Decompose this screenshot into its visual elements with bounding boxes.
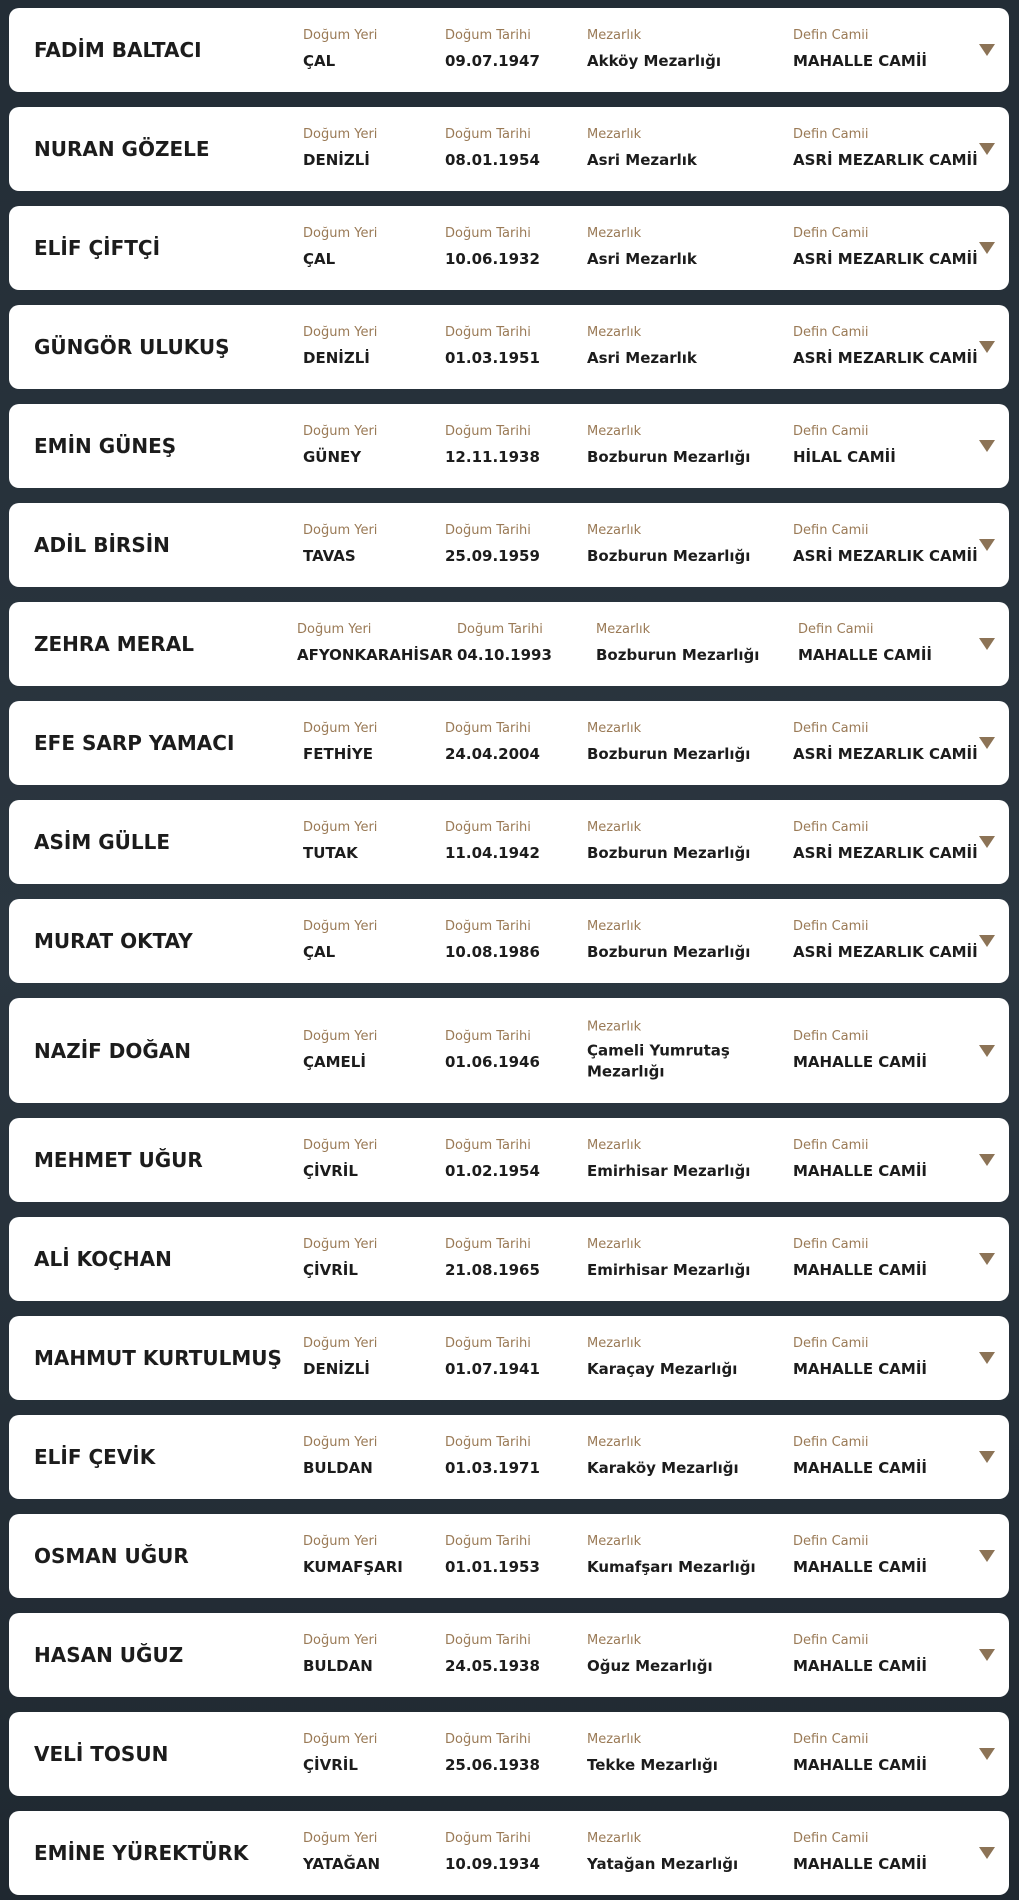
birthplace-value: TAVAS: [303, 547, 356, 565]
funeral-mosque-field: [793, 1633, 927, 1677]
birthplace-label: Doğum Yeri: [303, 721, 378, 736]
cemetery-field: [587, 1633, 713, 1677]
cemetery-field: [587, 820, 750, 864]
birthplace-label: Doğum Yeri: [303, 1028, 378, 1044]
funeral-mosque-label: Defin Camii: [793, 820, 869, 835]
birthdate-field: [445, 1138, 540, 1182]
chevron-down-icon[interactable]: [979, 44, 995, 57]
birthplace-field: [303, 1029, 377, 1073]
birthdate-value: 08.01.1954: [445, 151, 540, 169]
birthplace-value: ÇİVRİL: [303, 1162, 358, 1180]
birthplace-label: Doğum Yeri: [297, 622, 372, 637]
birthdate-label: Doğum Tarihi: [445, 1138, 531, 1153]
funeral-mosque-label: Defin Camii: [793, 1633, 869, 1648]
cemetery-field: [587, 1534, 756, 1578]
birthdate-field: [445, 424, 540, 468]
funeral-mosque-field: [793, 127, 978, 171]
cemetery-label: Mezarlık: [596, 622, 651, 637]
birthdate-field: [445, 325, 540, 369]
birthdate-value: 24.05.1938: [445, 1657, 540, 1675]
chevron-down-icon[interactable]: [979, 1451, 995, 1464]
funeral-card[interactable]: [9, 305, 1009, 389]
birthplace-field: [303, 1633, 377, 1677]
funeral-mosque-value: HİLAL CAMİİ: [793, 448, 896, 466]
cemetery-field: [587, 1435, 739, 1479]
birthplace-value: AFYONKARAHİSAR: [297, 646, 453, 664]
birthplace-label: Doğum Yeri: [303, 919, 378, 934]
funeral-mosque-label: Defin Camii: [793, 1732, 869, 1747]
birthplace-field: [303, 1237, 377, 1281]
funeral-card[interactable]: [9, 404, 1009, 488]
cemetery-label: Mezarlık: [587, 28, 642, 43]
birthdate-label: Doğum Tarihi: [445, 424, 531, 439]
funeral-mosque-field: [793, 1336, 927, 1380]
funeral-card[interactable]: [9, 800, 1009, 884]
birthdate-value: 11.04.1942: [445, 844, 540, 862]
funeral-mosque-value: ASRİ MEZARLIK CAMİİ: [793, 349, 978, 367]
birthplace-field: [303, 1435, 377, 1479]
birthdate-label: Doğum Tarihi: [445, 226, 531, 241]
birthdate-label: Doğum Tarihi: [445, 919, 531, 934]
cemetery-label: Mezarlık: [587, 1732, 642, 1747]
birthdate-field: [445, 226, 540, 270]
birthdate-field: [445, 1534, 540, 1578]
cemetery-label: Mezarlık: [587, 424, 642, 439]
birthplace-label: Doğum Yeri: [303, 1237, 378, 1252]
funeral-card[interactable]: [9, 1514, 1009, 1598]
funeral-card[interactable]: [9, 8, 1009, 92]
funeral-mosque-value: MAHALLE CAMİİ: [793, 1360, 927, 1378]
funeral-mosque-label: Defin Camii: [793, 424, 869, 439]
birthdate-label: Doğum Tarihi: [445, 820, 531, 835]
cemetery-value: Bozburun Mezarlığı: [587, 547, 751, 565]
cemetery-field: [587, 424, 750, 468]
cemetery-label: Mezarlık: [587, 919, 642, 934]
deceased-name: ZEHRA MERAL: [34, 632, 194, 656]
cemetery-field: [587, 226, 697, 270]
funeral-mosque-value: MAHALLE CAMİİ: [793, 1558, 927, 1576]
birthplace-field: [303, 424, 377, 468]
funeral-mosque-field: [793, 1237, 927, 1281]
birthplace-value: DENİZLİ: [303, 349, 370, 367]
birthdate-value: 01.01.1953: [445, 1558, 540, 1576]
chevron-down-icon[interactable]: [979, 440, 995, 453]
cemetery-value: Akköy Mezarlığı: [587, 52, 721, 70]
chevron-down-icon[interactable]: [979, 935, 995, 948]
funeral-card[interactable]: [9, 1415, 1009, 1499]
birthdate-field: [445, 1732, 540, 1776]
birthplace-field: [303, 226, 377, 270]
birthplace-field: [303, 1732, 377, 1776]
cemetery-value: Yatağan Mezarlığı: [587, 1855, 739, 1873]
deceased-name: ELİF ÇEVİK: [34, 1445, 156, 1469]
birthplace-field: [303, 523, 377, 567]
funeral-mosque-value: MAHALLE CAMİİ: [793, 1756, 927, 1774]
birthplace-value: ÇAL: [303, 250, 336, 268]
funeral-mosque-field: [793, 820, 978, 864]
cemetery-field: [587, 127, 697, 171]
birthdate-field: [445, 919, 540, 963]
deceased-name: MEHMET UĞUR: [34, 1148, 203, 1172]
cemetery-field: [587, 1336, 737, 1380]
birthdate-value: 10.08.1986: [445, 943, 540, 961]
funeral-mosque-label: Defin Camii: [793, 1237, 869, 1252]
funeral-mosque-value: ASRİ MEZARLIK CAMİİ: [793, 844, 978, 862]
deceased-name: EFE SARP YAMACI: [34, 731, 235, 755]
birthplace-value: ÇİVRİL: [303, 1261, 358, 1279]
deceased-name: MURAT OKTAY: [34, 929, 193, 953]
birthdate-label: Doğum Tarihi: [445, 1633, 531, 1648]
birthplace-field: [297, 622, 453, 666]
birthplace-label: Doğum Yeri: [303, 226, 378, 241]
funeral-mosque-value: ASRİ MEZARLIK CAMİİ: [793, 547, 978, 565]
chevron-down-icon[interactable]: [979, 1649, 995, 1662]
birthdate-value: 21.08.1965: [445, 1261, 540, 1279]
deceased-name: MAHMUT KURTULMUŞ: [34, 1346, 282, 1370]
birthdate-value: 10.06.1932: [445, 250, 540, 268]
funeral-card[interactable]: [9, 701, 1009, 785]
deceased-name: VELİ TOSUN: [34, 1742, 169, 1766]
cemetery-label: Mezarlık: [587, 721, 642, 736]
chevron-down-icon[interactable]: [979, 1045, 995, 1058]
birthdate-label: Doğum Tarihi: [445, 1435, 531, 1450]
birthdate-field: [457, 622, 552, 666]
funeral-card[interactable]: [9, 107, 1009, 191]
birthdate-field: [445, 28, 540, 72]
cemetery-value: Karaköy Mezarlığı: [587, 1459, 739, 1477]
birthdate-field: [445, 1029, 540, 1073]
birthdate-label: Doğum Tarihi: [445, 523, 531, 538]
chevron-down-icon[interactable]: [979, 836, 995, 849]
cemetery-value: Asri Mezarlık: [587, 151, 697, 169]
birthplace-value: TUTAK: [303, 844, 358, 862]
birthdate-label: Doğum Tarihi: [445, 1831, 531, 1846]
chevron-down-icon[interactable]: [979, 1847, 995, 1860]
funeral-mosque-label: Defin Camii: [793, 127, 869, 142]
cemetery-field: [587, 1138, 750, 1182]
birthplace-label: Doğum Yeri: [303, 523, 378, 538]
cemetery-value: Bozburun Mezarlığı: [587, 844, 751, 862]
deceased-name: ASİM GÜLLE: [34, 830, 170, 854]
birthdate-value: 25.09.1959: [445, 547, 540, 565]
cemetery-label: Mezarlık: [587, 820, 642, 835]
funeral-mosque-field: [793, 1138, 927, 1182]
cemetery-label: Mezarlık: [587, 1019, 642, 1034]
funeral-mosque-label: Defin Camii: [793, 523, 869, 538]
cemetery-label: Mezarlık: [587, 1435, 642, 1450]
funeral-mosque-value: ASRİ MEZARLIK CAMİİ: [793, 250, 978, 268]
funeral-mosque-value: MAHALLE CAMİİ: [793, 52, 927, 70]
cemetery-field: [587, 1831, 738, 1875]
funeral-mosque-field: [793, 1029, 927, 1073]
birthplace-label: Doğum Yeri: [303, 1435, 378, 1450]
cemetery-label: Mezarlık: [587, 1336, 642, 1351]
birthdate-value: 24.04.2004: [445, 745, 540, 763]
funeral-card[interactable]: [9, 206, 1009, 290]
cemetery-field: [587, 1019, 737, 1082]
birthplace-field: [303, 721, 377, 765]
birthplace-label: Doğum Yeri: [303, 325, 378, 340]
birthplace-label: Doğum Yeri: [303, 28, 378, 43]
chevron-down-icon[interactable]: [979, 1550, 995, 1563]
funeral-mosque-label: Defin Camii: [793, 325, 869, 340]
funeral-mosque-field: [793, 1831, 927, 1875]
birthplace-value: KUMAFŞARI: [303, 1558, 403, 1576]
birthdate-field: [445, 820, 540, 864]
cemetery-label: Mezarlık: [587, 226, 642, 241]
cemetery-label: Mezarlık: [587, 1831, 642, 1846]
cemetery-label: Mezarlık: [587, 1237, 642, 1252]
funeral-card[interactable]: [9, 998, 1009, 1103]
funeral-mosque-value: MAHALLE CAMİİ: [793, 1855, 927, 1873]
birthdate-label: Doğum Tarihi: [445, 1732, 531, 1747]
birthplace-label: Doğum Yeri: [303, 127, 378, 142]
funeral-mosque-value: MAHALLE CAMİİ: [793, 1162, 927, 1180]
deceased-name: ALİ KOÇHAN: [34, 1247, 172, 1271]
funeral-mosque-value: MAHALLE CAMİİ: [793, 1052, 927, 1071]
funeral-mosque-label: Defin Camii: [793, 1336, 869, 1351]
cemetery-field: [587, 325, 697, 369]
funeral-mosque-field: [793, 523, 978, 567]
funeral-card[interactable]: [9, 1316, 1009, 1400]
cemetery-value: Bozburun Mezarlığı: [587, 943, 751, 961]
deceased-name: EMİN GÜNEŞ: [34, 434, 177, 458]
birthplace-label: Doğum Yeri: [303, 1831, 378, 1846]
cemetery-value: Asri Mezarlık: [587, 349, 697, 367]
birthdate-label: Doğum Tarihi: [445, 1534, 531, 1549]
funeral-card[interactable]: [9, 1712, 1009, 1796]
birthdate-value: 01.02.1954: [445, 1162, 540, 1180]
cemetery-field: [587, 721, 750, 765]
birthplace-field: [303, 919, 377, 963]
funeral-mosque-field: [793, 424, 896, 468]
chevron-down-icon[interactable]: [979, 737, 995, 750]
birthdate-label: Doğum Tarihi: [445, 1028, 531, 1044]
birthplace-label: Doğum Yeri: [303, 1633, 378, 1648]
cemetery-value: Bozburun Mezarlığı: [596, 646, 760, 664]
cemetery-value: Bozburun Mezarlığı: [587, 745, 751, 763]
birthplace-value: YATAĞAN: [303, 1855, 381, 1873]
funeral-card[interactable]: [9, 1118, 1009, 1202]
cemetery-field: [587, 1732, 718, 1776]
funeral-card[interactable]: [9, 1811, 1009, 1895]
cemetery-value: Kumafşarı Mezarlığı: [587, 1558, 756, 1576]
funeral-mosque-value: MAHALLE CAMİİ: [793, 1657, 927, 1675]
funeral-mosque-field: [793, 1732, 927, 1776]
cemetery-value: Tekke Mezarlığı: [587, 1756, 718, 1774]
birthplace-field: [303, 1831, 380, 1875]
funeral-mosque-label: Defin Camii: [793, 1028, 869, 1044]
birthdate-field: [445, 523, 540, 567]
birthplace-value: ÇAL: [303, 52, 336, 70]
chevron-down-icon[interactable]: [979, 1748, 995, 1761]
birthdate-value: 01.03.1971: [445, 1459, 540, 1477]
deceased-name: NAZİF DOĞAN: [34, 1038, 192, 1063]
funeral-mosque-field: [793, 1534, 927, 1578]
birthdate-field: [445, 1237, 540, 1281]
birthplace-field: [303, 1534, 403, 1578]
cemetery-field: [587, 919, 750, 963]
cemetery-value: Emirhisar Mezarlığı: [587, 1261, 751, 1279]
birthdate-value: 01.06.1946: [445, 1052, 540, 1071]
chevron-down-icon[interactable]: [979, 143, 995, 156]
birthplace-value: BULDAN: [303, 1459, 373, 1477]
deceased-name: HASAN UĞUZ: [34, 1643, 184, 1667]
birthplace-value: GÜNEY: [303, 448, 362, 466]
birthdate-label: Doğum Tarihi: [445, 1336, 531, 1351]
birthplace-value: ÇAL: [303, 943, 336, 961]
birthplace-label: Doğum Yeri: [303, 1534, 378, 1549]
cemetery-value: Emirhisar Mezarlığı: [587, 1162, 751, 1180]
funeral-mosque-field: [798, 622, 932, 666]
cemetery-label: Mezarlık: [587, 127, 642, 142]
funeral-mosque-field: [793, 721, 978, 765]
cemetery-field: [587, 523, 750, 567]
deceased-name: OSMAN UĞUR: [34, 1544, 189, 1568]
birthplace-label: Doğum Yeri: [303, 1732, 378, 1747]
cemetery-value: Karaçay Mezarlığı: [587, 1360, 738, 1378]
funeral-mosque-field: [793, 28, 927, 72]
birthplace-field: [303, 820, 377, 864]
birthdate-field: [445, 1336, 540, 1380]
chevron-down-icon[interactable]: [979, 1154, 995, 1167]
birthplace-value: ÇİVRİL: [303, 1756, 358, 1774]
funeral-card[interactable]: [9, 899, 1009, 983]
chevron-down-icon[interactable]: [979, 1352, 995, 1365]
cemetery-value: Bozburun Mezarlığı: [587, 448, 751, 466]
birthdate-label: Doğum Tarihi: [445, 325, 531, 340]
birthdate-value: 01.03.1951: [445, 349, 540, 367]
birthdate-value: 10.09.1934: [445, 1855, 540, 1873]
chevron-down-icon[interactable]: [979, 1253, 995, 1266]
birthdate-label: Doğum Tarihi: [457, 622, 543, 637]
birthdate-value: 09.07.1947: [445, 52, 540, 70]
birthdate-value: 01.07.1941: [445, 1360, 540, 1378]
birthplace-label: Doğum Yeri: [303, 1138, 378, 1153]
deceased-name: NURAN GÖZELE: [34, 137, 210, 161]
cemetery-label: Mezarlık: [587, 325, 642, 340]
funeral-mosque-value: MAHALLE CAMİİ: [793, 1261, 927, 1279]
funeral-mosque-label: Defin Camii: [793, 28, 869, 43]
funeral-mosque-label: Defin Camii: [798, 622, 874, 637]
funeral-card[interactable]: [9, 1217, 1009, 1301]
funeral-mosque-label: Defin Camii: [793, 1435, 869, 1450]
funeral-card[interactable]: [9, 602, 1009, 686]
funeral-mosque-label: Defin Camii: [793, 1831, 869, 1846]
birthdate-field: [445, 1831, 540, 1875]
chevron-down-icon[interactable]: [979, 638, 995, 651]
birthplace-field: [303, 325, 377, 369]
birthdate-field: [445, 1633, 540, 1677]
cemetery-field: [596, 622, 759, 666]
birthplace-label: Doğum Yeri: [303, 424, 378, 439]
chevron-down-icon[interactable]: [979, 341, 995, 354]
funeral-mosque-value: ASRİ MEZARLIK CAMİİ: [793, 943, 978, 961]
birthplace-value: FETHİYE: [303, 745, 373, 763]
cemetery-label: Mezarlık: [587, 523, 642, 538]
deceased-name: EMİNE YÜREKTÜRK: [34, 1841, 249, 1865]
birthdate-field: [445, 1435, 540, 1479]
birthplace-field: [303, 127, 377, 171]
birthdate-label: Doğum Tarihi: [445, 28, 531, 43]
funeral-mosque-label: Defin Camii: [793, 919, 869, 934]
birthplace-field: [303, 1138, 377, 1182]
birthplace-label: Doğum Yeri: [303, 1336, 378, 1351]
chevron-down-icon[interactable]: [979, 539, 995, 552]
funeral-mosque-label: Defin Camii: [793, 1138, 869, 1153]
birthdate-label: Doğum Tarihi: [445, 721, 531, 736]
birthplace-value: ÇAMELİ: [303, 1052, 366, 1071]
cemetery-value: Asri Mezarlık: [587, 250, 697, 268]
funeral-mosque-field: [793, 919, 978, 963]
funeral-mosque-value: ASRİ MEZARLIK CAMİİ: [793, 151, 978, 169]
funeral-mosque-value: ASRİ MEZARLIK CAMİİ: [793, 745, 978, 763]
birthdate-value: 04.10.1993: [457, 646, 552, 664]
cemetery-label: Mezarlık: [587, 1534, 642, 1549]
funeral-mosque-label: Defin Camii: [793, 226, 869, 241]
funeral-mosque-field: [793, 1435, 927, 1479]
funeral-mosque-value: MAHALLE CAMİİ: [793, 1459, 927, 1477]
chevron-down-icon[interactable]: [979, 242, 995, 255]
deceased-name: ELİF ÇİFTÇİ: [34, 236, 161, 260]
deceased-name: GÜNGÖR ULUKUŞ: [34, 335, 230, 359]
birthdate-value: 12.11.1938: [445, 448, 540, 466]
birthplace-field: [303, 28, 377, 72]
cemetery-field: [587, 28, 721, 72]
funeral-mosque-label: Defin Camii: [793, 1534, 869, 1549]
cemetery-value: Çameli Yumrutaş Mezarlığı: [587, 1041, 730, 1080]
birthplace-value: BULDAN: [303, 1657, 373, 1675]
deceased-name: ADİL BİRSİN: [34, 533, 170, 557]
funeral-mosque-field: [793, 226, 978, 270]
birthplace-label: Doğum Yeri: [303, 820, 378, 835]
deceased-name: FADİM BALTACI: [34, 38, 202, 62]
cemetery-label: Mezarlık: [587, 1633, 642, 1648]
birthdate-field: [445, 721, 540, 765]
birthplace-value: DENİZLİ: [303, 1360, 370, 1378]
funeral-mosque-field: [793, 325, 978, 369]
funeral-card[interactable]: [9, 1613, 1009, 1697]
cemetery-value: Oğuz Mezarlığı: [587, 1657, 713, 1675]
birthdate-value: 25.06.1938: [445, 1756, 540, 1774]
birthdate-field: [445, 127, 540, 171]
cemetery-label: Mezarlık: [587, 1138, 642, 1153]
birthdate-label: Doğum Tarihi: [445, 1237, 531, 1252]
funeral-card[interactable]: [9, 503, 1009, 587]
birthplace-field: [303, 1336, 377, 1380]
funeral-mosque-value: MAHALLE CAMİİ: [798, 646, 932, 664]
cemetery-field: [587, 1237, 750, 1281]
funeral-mosque-label: Defin Camii: [793, 721, 869, 736]
birthdate-label: Doğum Tarihi: [445, 127, 531, 142]
birthplace-value: DENİZLİ: [303, 151, 370, 169]
